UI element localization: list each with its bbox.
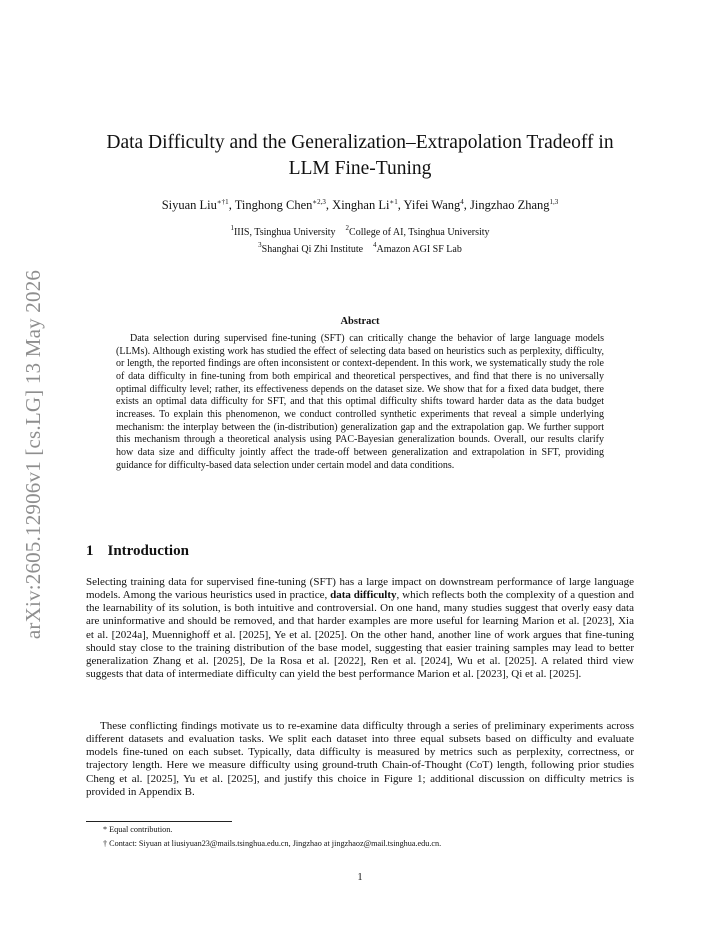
- abstract-text: Data selection during supervised fine-tuning (SFT) can critically change the behavior of large language models (LLMs). Although existing work has studied the effect of selecting data based on heuristics such as perplexity, difficulty, or length, the reported findings are often inconsistent or context-dependent. In this work, we systematically study the role of data difficulty in fine-tuning from both empirical and theoretical perspectives, and find that there is no universally optimal difficulty level; rather, its effectiveness depends on the dataset size. We show that for a fixed data budget, there exists an optimal data difficulty for SFT, and that this optimal difficulty shifts toward harder data as the data budget increases. To explain this phenomenon, we conduct controlled synthetic experiments that reveal a simple underlying mechanism: the interplay between the (in-distribution) generalization gap and the extrapolation gap. We further support this mechanism through a theoretical analysis using PAC-Bayesian generalization bounds. Overall, our results clarify how data size and difficulty jointly affect the trade-off between generalization and extrapolation in SFT, providing guidance for difficulty-based data selection under certain model and data conditions.: [116, 333, 604, 471]
- title-line-1: Data Difficulty and the Generalization–Extrapolation Tradeoff in: [106, 132, 614, 153]
- affiliation-name: College of AI, Tsinghua University: [349, 227, 490, 238]
- author-name: Yifei Wang: [403, 198, 461, 212]
- arxiv-sidebar: [16, 258, 52, 650]
- arxiv-identifier: arXiv:2605.12906v1 [cs.LG] 13 May 2026: [21, 269, 46, 639]
- footnote-equal-contribution: * Equal contribution.: [103, 825, 173, 834]
- author-marks: ∗†1: [216, 198, 229, 206]
- affiliation-mark: 1: [230, 224, 234, 232]
- affiliation-name: Shanghai Qi Zhi Institute: [261, 244, 364, 255]
- affiliation-mark: 2: [345, 224, 350, 232]
- affiliation-mark: 3: [258, 241, 262, 249]
- section-title: Introduction: [107, 543, 189, 559]
- intro-text: , which reflects both the complexity of a question and the learnability of its solution, is both intuitive and controversial. On one hand, many studies suggest that overly easy data are uninformative and should be removed, and that harder examples are more useful for learning Marion et al. [2023], Xia et al. [2024a], Muennighoff et al. [2025], Ye et al. [2025]. On the other hand, another line of work argues that fine-tuning should stay close to the training distribution of the base model, suggesting that easier training samples may lead to better generalization Zhang et al. [2025], De la Rosa et al. [2022], Ren et al. [2024], Wu et al. [2025]. A related third view suggests that data of intermediate difficulty can yield the best performance Marion et al. [2023], Qi et al. [2025].: [86, 589, 635, 681]
- author-marks: 1,3: [549, 198, 559, 206]
- intro-paragraph-1: [86, 576, 634, 681]
- intro-paragraph-2: These conflicting findings motivate us to re-examine data difficulty through a series of preliminary experiments across different datasets and evaluation tasks. We split each dataset into three equal subsets based on difficulty and evaluate models fine-tuned on each subset. Typically, data difficulty is measured by metrics such as perplexity, correctness, or trajectory length. Here we measure difficulty using ground-truth Chain-of-Thought (CoT) length, following prior studies Cheng et al. [2025], Yu et al. [2025], and justify this choice in Figure 1; additional discussion on difficulty metrics is provided in Appendix B.: [86, 720, 634, 798]
- author-list: Siyuan Liu$^{∗\dagger 1}$, Tinghong Chen$^{∗2,3}$, Xinghan $Li^{∗1}$, Yifei Wang$^4$, Jingzhao Zhang$^{1,3}$: [161, 198, 559, 212]
- author-name: Tinghong Chen: [234, 198, 313, 212]
- footnote-divider: [86, 821, 232, 822]
- affiliation-mark: 4: [373, 241, 377, 249]
- author-marks: 4: [460, 198, 464, 206]
- intro-emphasis: data difficulty: [330, 589, 397, 602]
- footnote-contact: † Contact: Siyuan at liusiyuan23@mails.tsinghua.edu.cn, Jingzhao at jingzhaoz@mail.tsinghua.edu.cn.: [103, 839, 442, 848]
- page-number: 1: [357, 872, 363, 883]
- affiliations-line-2: [90, 242, 630, 257]
- affiliation-name: IIIS, Tsinghua University: [233, 227, 336, 238]
- author-name: Jingzhao Zhang: [470, 198, 550, 212]
- author-name: Xinghan Li: [332, 198, 390, 212]
- section-heading: [86, 543, 189, 560]
- abstract-heading: Abstract: [340, 316, 380, 327]
- affiliations-line-1: [90, 225, 630, 240]
- title-line-2: LLM Fine-Tuning: [288, 158, 432, 179]
- affiliation-name: Amazon AGI SF Lab: [376, 244, 462, 255]
- intro-text: Selecting training data for supervised fine-tuning (SFT) has a large impact on downstream performance of large language models. Among the various heuristics used in practice,: [86, 576, 634, 602]
- author-marks: ∗1: [389, 198, 398, 206]
- author-marks: ∗2,3: [312, 198, 326, 206]
- author-name: Siyuan Liu: [161, 198, 217, 212]
- section-number: 1: [86, 543, 94, 559]
- paper-title: [90, 130, 630, 182]
